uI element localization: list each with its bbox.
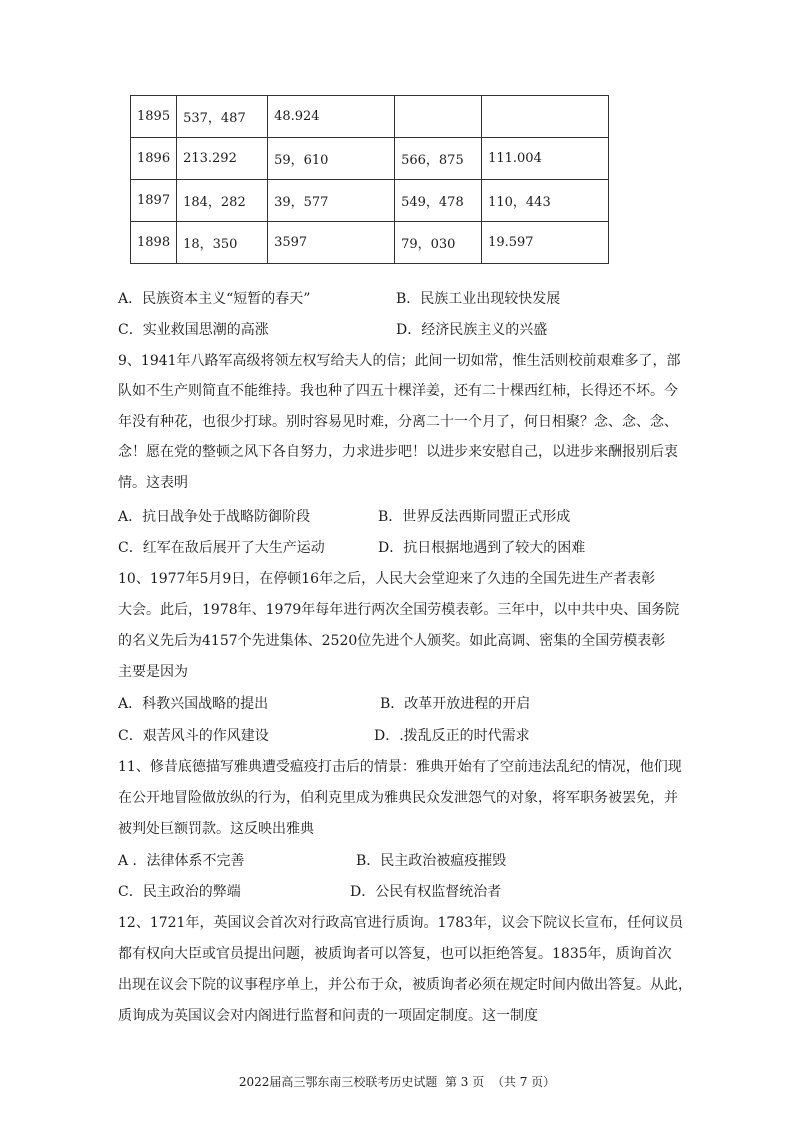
table-row [131, 180, 609, 222]
q9-option-b: B．世界反法西斯同盟正式形成 [378, 509, 571, 525]
q9-stem-line: 队如不生产则简直不能维持。我也种了四五十棵洋姜，还有二十棵西红柿，长得还不坏。今 [118, 383, 678, 399]
q11-stem-line: 11、修昔底德描写雅典遭受瘟疫打击后的情景：雅典开始有了空前违法乱纪的情况，他们现 [118, 759, 682, 775]
table-cell: 566，875 [395, 138, 482, 180]
table-cell [482, 96, 609, 138]
table-row [131, 96, 609, 138]
table-cell: 549，478 [395, 180, 482, 222]
page-footer: 2022届高三鄂东南三校联考历史试题 第 3 页 （共 7 页） [238, 1075, 556, 1089]
table-row [131, 138, 609, 180]
q11-option-a: A ．法律体系不完善 [118, 853, 245, 869]
q8-option-b: B．民族工业出现较快发展 [396, 291, 561, 307]
table-cell: 59，610 [268, 138, 395, 180]
q10-option-d: D．.拨乱反正的时代需求 [374, 728, 530, 744]
table-cell: 39，577 [268, 180, 395, 222]
table-cell: 1897 [131, 180, 177, 222]
q9-stem-line: 情。这表明 [118, 475, 188, 491]
q11-option-b: B．民主政治被瘟疫摧毁 [356, 853, 507, 869]
table-cell: 79，030 [395, 222, 482, 264]
table-row [131, 222, 609, 264]
q10-option-b: B．改革开放进程的开启 [380, 696, 531, 712]
q9-stem-line: 9、1941年八路军高级将领左权写给夫人的信；此间一切如常，惟生活则校前艰难多了，部 [118, 353, 681, 369]
q12-stem-line: 都有权向大臣或官员提出问题，被质询者可以答复，也可以拒绝答复。1835年，质询首次 [118, 946, 672, 962]
table-cell: 18，350 [177, 222, 268, 264]
q9-option-a: A．抗日战争处于战略防御阶段 [118, 509, 311, 525]
q11-stem-line: 被判处巨额罚款。这反映出雅典 [118, 821, 314, 837]
q9-option-c: C．红军在敌后展开了大生产运动 [118, 540, 325, 556]
q8-option-a: A．民族资本主义“短暂的春天” [118, 291, 311, 307]
table-cell: 19.597 [482, 222, 609, 264]
q8-option-c: C．实业救国思潮的高涨 [118, 322, 269, 338]
q9-stem-line: 念！愿在党的整顿之风下各自努力，力求进步吧！以进步来安慰自己，以进步来酬报别后衷 [118, 444, 678, 460]
table-cell: 213.292 [177, 138, 268, 180]
table-cell: 1898 [131, 222, 177, 264]
q12-stem-line: 12、1721年，英国议会首次对行政高官进行质询。1783年，议会下院议长宣布，任何议员 [118, 915, 684, 931]
q10-stem-line: 主要是因为 [118, 664, 188, 680]
q12-stem-line: 质询成为英国议会对内阁进行监督和问责的一项固定制度。这一制度 [118, 1008, 538, 1024]
q9-option-d: D．抗日根据地遇到了较大的困难 [378, 540, 586, 556]
q10-stem-line: 10、1977年5月9日，在停顿16年之后，人民大会堂迎来了久违的全国先进生产者表彰 [118, 571, 656, 587]
q8-option-d: D．经济民族主义的兴盛 [396, 322, 548, 338]
table-cell: 111.004 [482, 138, 609, 180]
q10-option-a: A．科教兴国战略的提出 [118, 696, 269, 712]
q11-option-c: C．民主政治的弊端 [118, 884, 241, 900]
table-cell [395, 96, 482, 138]
table-cell: 48.924 [268, 96, 395, 138]
table-cell: 184，282 [177, 180, 268, 222]
q10-option-c: C．艰苦风斗的作风建设 [118, 728, 269, 744]
q11-stem-line: 在公开地冒险做放纵的行为，伯利克里成为雅典民众发泄怨气的对象，将军职务被罢免，并 [118, 790, 678, 806]
table-cell: 1896 [131, 138, 177, 180]
table-cell: 1895 [131, 96, 177, 138]
q10-stem-line: 的名义先后为4157个先进集体、2520位先进个人颁奖。如此高调、密集的全国劳模表彰 [118, 633, 666, 649]
q9-stem-line: 年没有种花，也很少打球。别时容易见时难，分离二十一个月了，何日相聚？念、念、念、 [118, 414, 678, 430]
table-cell: 3597 [268, 222, 395, 264]
data-table [130, 95, 609, 264]
table-cell: 110，443 [482, 180, 609, 222]
q11-option-d: D．公民有权监督统治者 [350, 884, 502, 900]
q10-stem-line: 大会。此后，1978年、1979年每年进行两次全国劳模表彰。三年中，以中共中央、国务院 [118, 602, 680, 618]
q12-stem-line: 出现在议会下院的议事程序单上，并公布于众，被质询者必须在规定时间内做出答复。从此， [118, 977, 692, 993]
table-cell: 537，487 [177, 96, 268, 138]
